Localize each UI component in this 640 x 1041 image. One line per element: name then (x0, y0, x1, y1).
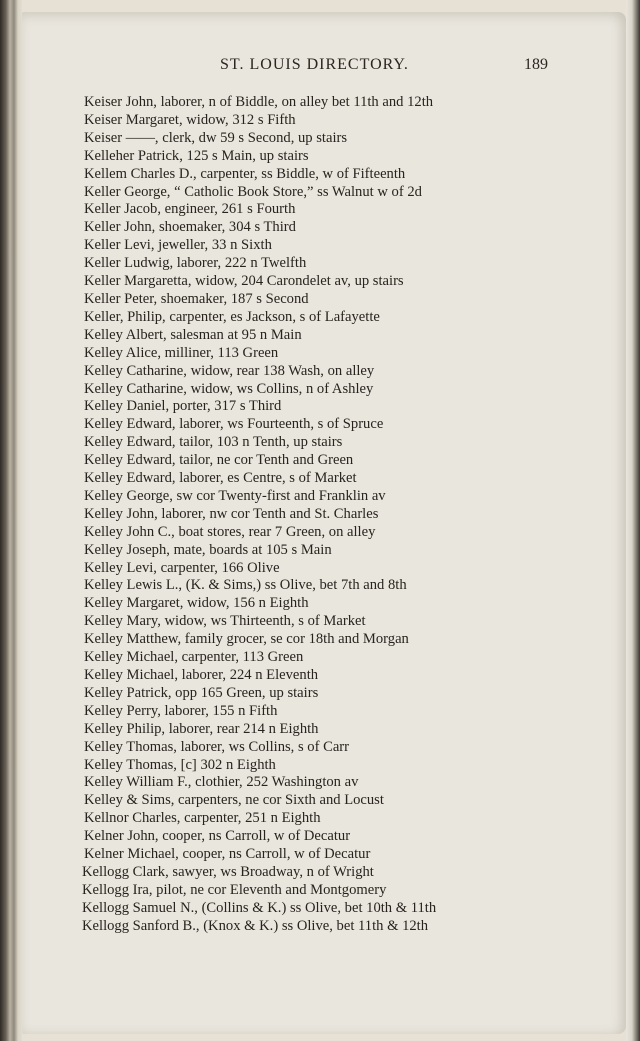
directory-entry: Kelley Catharine, widow, rear 138 Wash, on alley (84, 362, 375, 379)
directory-entry: Kelley Edward, laborer, es Centre, s of Market (84, 470, 357, 487)
directory-entry: Kelley Michael, carpenter, 113 Green (84, 649, 304, 666)
directory-entry: Kelley Thomas, laborer, ws Collins, s of Carr (84, 738, 350, 755)
directory-entry: Kelley Patrick, opp 165 Green, up stairs (84, 684, 319, 701)
directory-entry: Kelley George, sw cor Twenty-first and Franklin av (84, 487, 386, 504)
directory-entry: Kelley & Sims, carpenters, ne cor Sixth and Locust (84, 792, 384, 809)
directory-entry: Kelley Daniel, porter, 317 s Third (84, 398, 282, 415)
directory-entries (84, 94, 614, 936)
directory-entry: Kellogg Sanford B., (Knox & K.) ss Olive, bet 11th & 12th (82, 917, 429, 934)
directory-entry: Kelley Mary, widow, ws Thirteenth, s of Market (84, 613, 366, 630)
directory-entry: Kellogg Clark, sawyer, ws Broadway, n of Wright (82, 863, 374, 880)
directory-entry: Kelley John C., boat stores, rear 7 Green, on alley (84, 523, 376, 540)
directory-entry: Kelley Edward, tailor, 103 n Tenth, up stairs (84, 434, 343, 451)
directory-entry: Kelley Thomas, [c] 302 n Eighth (84, 756, 276, 773)
directory-entry: Kellem Charles D., carpenter, ss Biddle, w of Fifteenth (84, 165, 406, 182)
directory-entry: Kelley Philip, laborer, rear 214 n Eighth (84, 720, 319, 737)
directory-entry: Kelley William F., clothier, 252 Washington av (84, 774, 359, 791)
page-title: ST. LOUIS DIRECTORY. (220, 56, 409, 73)
page-number: 189 (524, 56, 548, 73)
directory-entry: Kellogg Ira, pilot, ne cor Eleventh and Montgomery (82, 881, 387, 898)
directory-entry: Kelleher Patrick, 125 s Main, up stairs (84, 147, 309, 164)
directory-entry: Keller Levi, jeweller, 33 n Sixth (84, 237, 272, 254)
directory-entry: Kelley Lewis L., (K. & Sims,) ss Olive, bet 7th and 8th (84, 577, 407, 594)
directory-entry: Kelley Edward, tailor, ne cor Tenth and Green (84, 452, 354, 469)
directory-entry: Kelley Margaret, widow, 156 n Eighth (84, 595, 309, 612)
page-edge (626, 0, 640, 1041)
directory-entry: Keller Margaretta, widow, 204 Carondelet av, up stairs (84, 273, 404, 290)
directory-entry: Keller Ludwig, laborer, 222 n Twelfth (84, 255, 307, 272)
directory-entry: Keller George, “ Catholic Book Store,” ss Walnut w of 2d (84, 183, 422, 200)
directory-entry: Kelley Alice, milliner, 113 Green (84, 344, 279, 361)
directory-entry: Keller Peter, shoemaker, 187 s Second (84, 290, 309, 307)
directory-entry: Kelley John, laborer, nw cor Tenth and St. Charles (84, 505, 379, 522)
book-binding (0, 0, 22, 1041)
directory-entry: Kelley Perry, laborer, 155 n Fifth (84, 702, 278, 719)
directory-entry: Kelley Michael, laborer, 224 n Eleventh (84, 667, 319, 683)
directory-entry: Kelley Joseph, mate, boards at 105 s Main (84, 541, 332, 558)
directory-entry: Keiser Margaret, widow, 312 s Fifth (84, 111, 296, 128)
directory-entry: Kelner Michael, cooper, ns Carroll, w of Decatur (84, 846, 371, 863)
directory-entry: Keller, Philip, carpenter, es Jackson, s of Lafayette (84, 308, 380, 325)
directory-entry: Keiser ——, clerk, dw 59 s Second, up stairs (84, 129, 348, 146)
directory-page (22, 12, 626, 1034)
directory-entry: Kellnor Charles, carpenter, 251 n Eighth (84, 810, 321, 827)
directory-entry: Kelley Albert, salesman at 95 n Main (84, 326, 302, 343)
directory-entry: Kellogg Samuel N., (Collins & K.) ss Olive, bet 10th & 11th (82, 899, 437, 916)
directory-entry: Kelley Catharine, widow, ws Collins, n of Ashley (84, 380, 374, 397)
directory-entry: Kelley Edward, laborer, ws Fourteenth, s of Spruce (84, 416, 384, 433)
directory-entry: Keller John, shoemaker, 304 s Third (84, 219, 296, 236)
directory-entry: Kelley Matthew, family grocer, se cor 18th and Morgan (84, 631, 409, 648)
directory-entry: Kelner John, cooper, ns Carroll, w of Decatur (84, 828, 351, 845)
directory-entry: Keiser John, laborer, n of Biddle, on alley bet 11th and 12th (84, 94, 434, 110)
directory-entry: Keller Jacob, engineer, 261 s Fourth (84, 201, 296, 218)
page-header (22, 56, 626, 82)
directory-entry: Kelley Levi, carpenter, 166 Olive (84, 559, 280, 576)
